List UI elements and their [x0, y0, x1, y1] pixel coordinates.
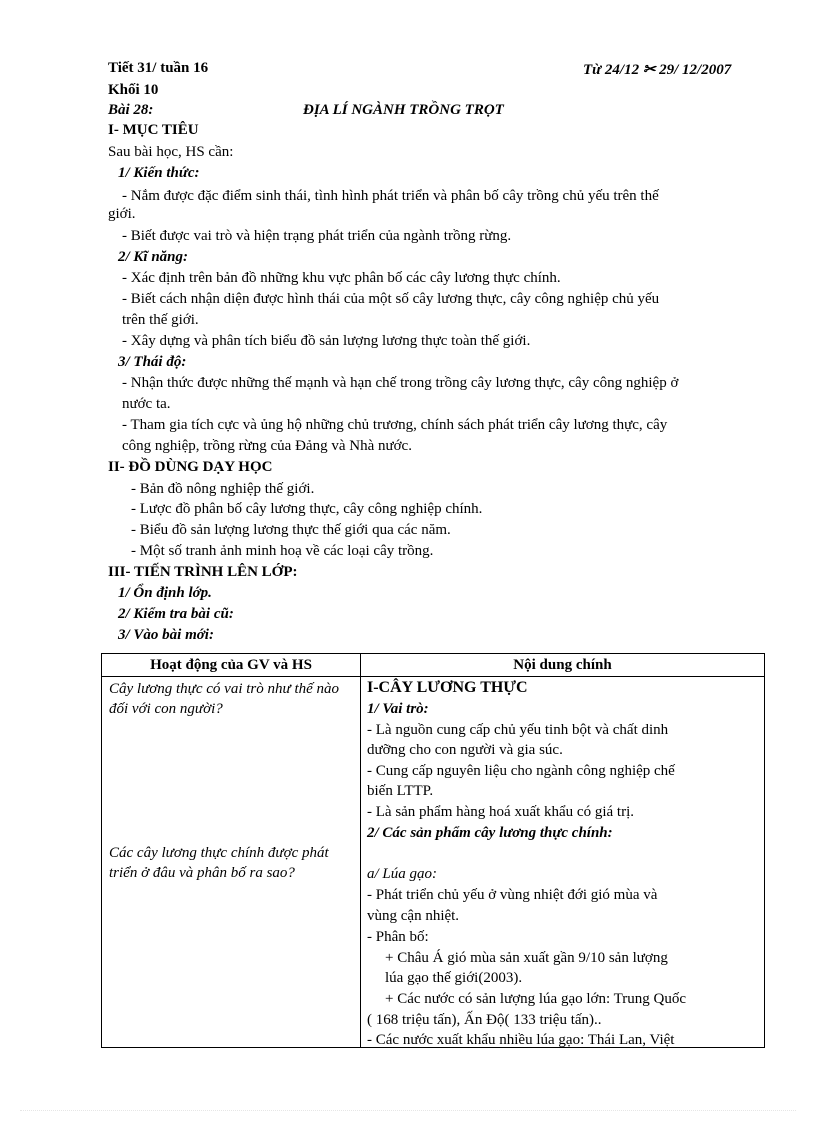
section-title: I-CÂY LƯƠNG THỰC	[367, 679, 528, 696]
attitude-item-cont: công nghiệp, trồng rừng của Đảng và Nhà nước.	[122, 438, 412, 454]
attitude-item: - Nhận thức được những thế mạnh và hạn chế trong trồng cây lương thực, cây công nghiệp ở	[122, 375, 679, 391]
role-heading: 1/ Vai trò:	[367, 701, 429, 717]
lesson-table	[101, 653, 765, 1048]
teacher-question: Các cây lương thực chính được phát	[109, 845, 329, 861]
content-line: - Phân bố:	[367, 929, 429, 945]
content-line: - Là sản phẩm hàng hoá xuất khẩu có giá trị.	[367, 804, 634, 820]
attitude-item-cont: nước ta.	[122, 396, 171, 412]
procedure-step: 2/ Kiểm tra bài cũ:	[118, 606, 234, 622]
materials-item: - Bản đồ nông nghiệp thế giới.	[131, 481, 315, 497]
teacher-question: Cây lương thực có vai trò như thế nào	[109, 681, 340, 697]
teacher-question-cont: triển ở đâu và phân bố ra sao?	[109, 865, 295, 881]
knowledge-heading: 1/ Kiến thức:	[118, 165, 200, 181]
procedure-heading: III- TIẾN TRÌNH LÊN LỚP:	[108, 564, 298, 580]
attitude-heading: 3/ Thái độ:	[118, 354, 187, 370]
materials-item: - Lược đồ phân bố cây lương thực, cây công nghiệp chính.	[131, 501, 483, 517]
knowledge-item-cont: giới.	[108, 206, 136, 222]
skills-item: - Xác định trên bản đồ những khu vực phân bố các cây lương thực chính.	[122, 270, 561, 286]
grade-label: Khối 10	[108, 82, 159, 98]
rice-heading: a/ Lúa gạo:	[367, 866, 438, 882]
content-line: + Các nước có sản lượng lúa gạo lớn: Trung Quốc	[385, 991, 686, 1007]
knowledge-item-text: - Nắm được đặc điểm sinh thái, tình hình phát triển và phân bố cây trồng chủ yếu trên thế	[122, 188, 659, 204]
content-line: - Cung cấp nguyên liệu cho ngành công nghiệp chế	[367, 763, 675, 779]
activities-cell	[102, 677, 361, 1048]
lesson-period: Tiết 31/ tuần 16	[108, 60, 209, 76]
skills-item: - Biết cách nhận diện được hình thái của một số cây lương thực, cây công nghiệp chủ yếu	[122, 291, 660, 307]
page-edge-divider	[20, 1110, 796, 1111]
lesson-title: ĐỊA LÍ NGÀNH TRỒNG TRỌT	[303, 102, 504, 118]
content-line: - Là nguồn cung cấp chủ yếu tinh bột và chất dinh	[367, 722, 669, 738]
teacher-question-cont: đối với con người?	[109, 701, 223, 717]
content-line: vùng cận nhiệt.	[367, 908, 460, 924]
knowledge-item	[108, 186, 758, 206]
content-cell	[361, 677, 765, 1048]
knowledge-item: - Biết được vai trò và hiện trạng phát triển của ngành trồng rừng.	[122, 228, 512, 244]
objectives-heading: I- MỤC TIÊU	[108, 122, 199, 138]
procedure-step: 3/ Vào bài mới:	[118, 627, 214, 643]
procedure-step: 1/ Ổn định lớp.	[118, 585, 212, 601]
content-line: + Châu Á gió mùa sản xuất gần 9/10 sản lượng	[385, 950, 668, 966]
materials-item: - Một số tranh ảnh minh hoạ về các loại cây trồng.	[131, 543, 434, 559]
skills-heading: 2/ Kĩ năng:	[118, 249, 189, 265]
content-line: lúa gạo thế giới(2003).	[385, 970, 523, 986]
content-line: dưỡng cho con người và gia súc.	[367, 742, 563, 758]
table-header-activities: Hoạt động của GV và HS	[102, 654, 361, 677]
skills-item-cont: trên thế giới.	[122, 312, 199, 328]
materials-item: - Biểu đồ sản lượng lương thực thế giới qua các năm.	[131, 522, 451, 538]
table-header-content: Nội dung chính	[361, 654, 765, 677]
content-line: ( 168 triệu tấn), Ấn Độ( 133 triệu tấn)..	[367, 1012, 602, 1028]
content-line: - Các nước xuất khẩu nhiều lúa gạo: Thái Lan, Việt	[367, 1032, 675, 1048]
content-line: biến LTTP.	[367, 783, 434, 799]
date-range: Từ 24/12 ✂ 29/ 12/2007	[583, 62, 732, 78]
lesson-label: Bài 28:	[108, 102, 154, 118]
materials-heading: II- ĐỒ DÙNG DẠY HỌC	[108, 459, 273, 475]
objectives-intro: Sau bài học, HS cần:	[108, 144, 234, 160]
products-heading: 2/ Các sản phẩm cây lương thực chính:	[367, 825, 613, 841]
content-line: - Phát triển chủ yếu ở vùng nhiệt đới gió mùa và	[367, 887, 658, 903]
skills-item: - Xây dựng và phân tích biểu đồ sản lượng lương thực toàn thế giới.	[122, 333, 531, 349]
attitude-item: - Tham gia tích cực và ủng hộ những chủ trương, chính sách phát triển cây lương thực, cây	[122, 417, 668, 433]
